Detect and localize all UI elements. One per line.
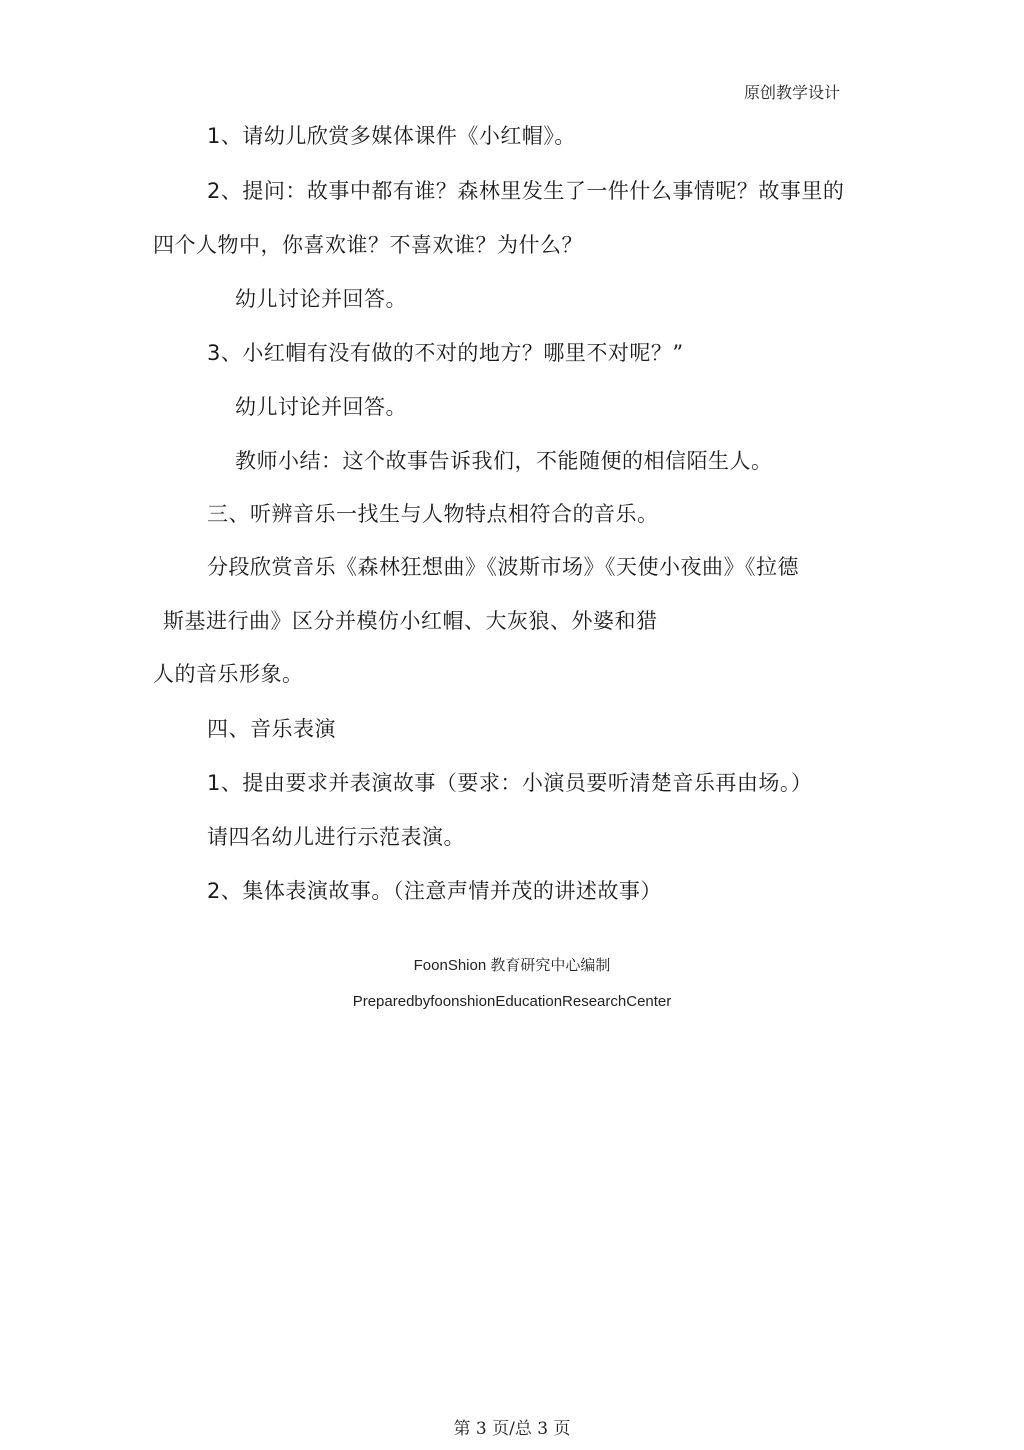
paragraph-line [207, 769, 812, 797]
page-header: 原创教学设计 [743, 83, 840, 102]
line-text: 、请幼儿欣赏多媒体课件《小红帽》。 [220, 124, 576, 148]
list-number: 2 [207, 179, 221, 203]
footer-org-cn: FoonShion 教育研究中心编制 [413, 957, 611, 974]
list-number: 3 [207, 341, 221, 365]
page-number: 第 3 页/总 3 页 [453, 1419, 571, 1439]
line-text: 、提由要求并表演故事（要求：小演员要听清楚音乐再由场。） [220, 771, 813, 795]
line-text: 、小红帽有没有做的不对的地方？哪里不对呢？” [220, 341, 684, 365]
line-text: 、集体表演故事。（注意声情并茂的讲述故事） [220, 879, 662, 903]
paragraph-line: 四个人物中，你喜欢谁？不喜欢谁？为什么？ [153, 233, 583, 257]
paragraph-line: 教师小结：这个故事告诉我们，不能随便的相信陌生人。 [235, 449, 773, 473]
paragraph-line [207, 877, 662, 905]
section-heading: 四、音乐表演 [207, 717, 336, 741]
paragraph-line: 请四名幼儿进行示范表演。 [207, 825, 465, 849]
list-number: 1 [207, 124, 221, 148]
paragraph-line: 人的音乐形象。 [153, 662, 304, 686]
list-number: 2 [207, 879, 221, 903]
line-text: 、提问：故事中都有谁？森林里发生了一件什么事情呢？故事里的 [220, 179, 845, 203]
paragraph-line [207, 339, 684, 367]
paragraph-line: 斯基进行曲》区分并模仿小红帽、大灰狼、外婆和猎 [163, 609, 658, 633]
paragraph-line: 分段欣赏音乐《森林狂想曲》《波斯市场》《天使小夜曲》《拉德 [207, 555, 799, 579]
paragraph-line [207, 122, 576, 150]
list-number: 1 [207, 771, 221, 795]
paragraph-line [207, 177, 844, 205]
footer-org-en: PreparedbyfoonshionEducationResearchCenter [352, 993, 672, 1010]
paragraph-line: 幼儿讨论并回答。 [235, 395, 407, 419]
paragraph-line: 幼儿讨论并回答。 [235, 287, 407, 311]
section-heading: 三、听辨音乐一找生与人物特点相符合的音乐。 [207, 502, 659, 526]
